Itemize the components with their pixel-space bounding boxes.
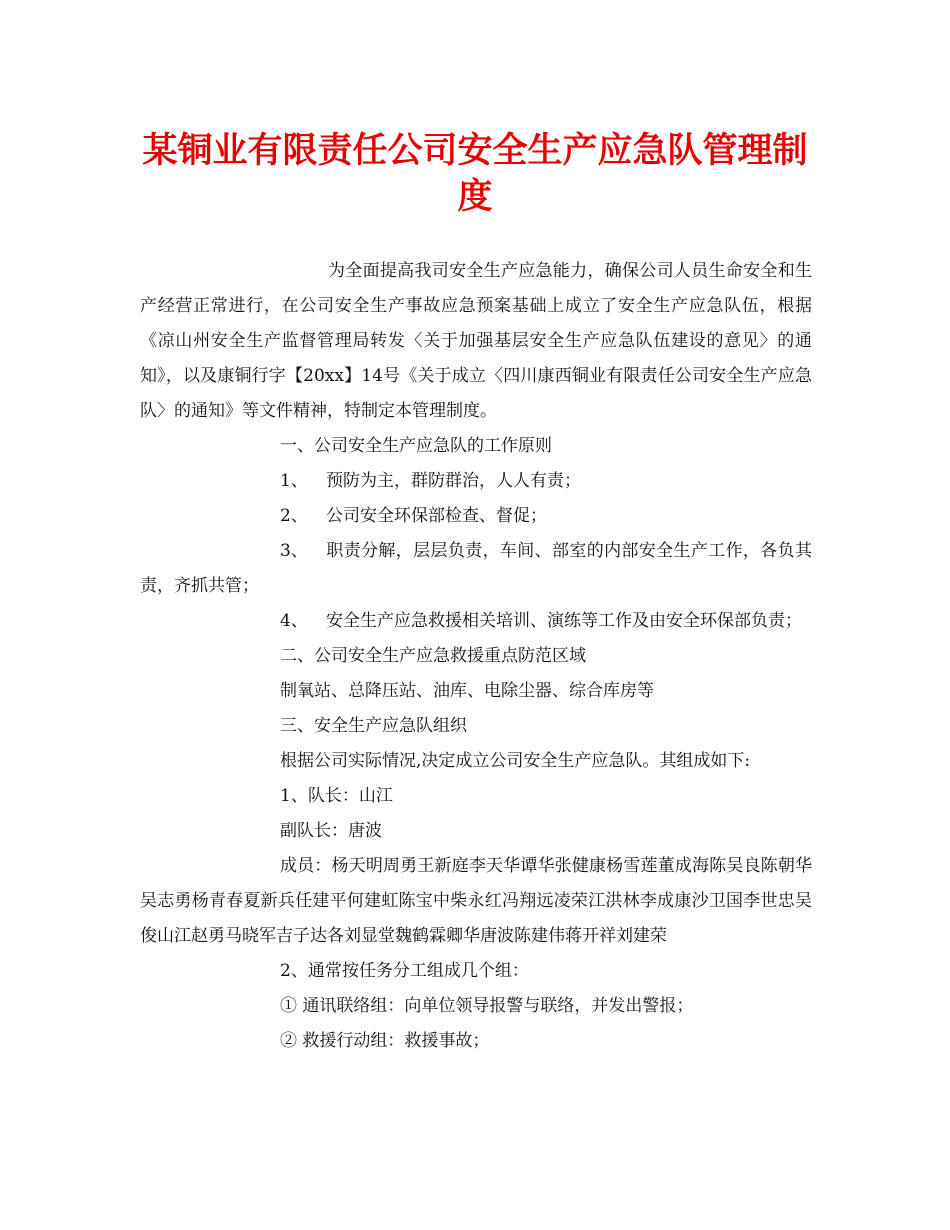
principle-item bbox=[140, 464, 812, 499]
principle-item bbox=[140, 499, 812, 534]
section-heading-key-areas: 二、公司安全生产应急救援重点防范区域 bbox=[280, 646, 586, 666]
principle-item bbox=[140, 534, 812, 604]
group-item: ② 救援行动组：救援事故； bbox=[280, 1031, 490, 1051]
principle-item bbox=[140, 604, 812, 639]
groups-heading: 2、通常按任务分工组成几个组： bbox=[280, 961, 529, 981]
item-text: 公司安全环保部检查、督促； bbox=[326, 506, 547, 526]
document-body bbox=[140, 254, 812, 1059]
item-number: 1、 bbox=[280, 471, 308, 491]
item-text: 职责分解，层层负责，车间、部室的内部安全生产工作，各负其责，齐抓共管； bbox=[140, 541, 812, 596]
key-areas-text: 制氧站、总降压站、油库、电除尘器、综合库房等 bbox=[280, 681, 654, 701]
deputy-leader: 副队长：唐波 bbox=[280, 821, 382, 841]
team-leader: 1、队长：山江 bbox=[280, 786, 393, 806]
team-members: 成员：杨天明周勇王新庭李天华谭华张健康杨雪莲董成海陈吴良陈朝华吴志勇杨青春夏新兵任建平何建虹陈宝中柴永红冯翔远凌荣江洪林李成康沙卫国李世忠吴俊山江赵勇马晓军吉子达各刘显堂魏鹤霖卿华唐波陈建伟蒋开祥刘建荣 bbox=[140, 856, 812, 946]
item-number: 3、 bbox=[280, 541, 308, 561]
item-number: 2、 bbox=[280, 506, 308, 526]
section-heading-principles: 一、公司安全生产应急队的工作原则 bbox=[280, 436, 552, 456]
organization-text: 根据公司实际情况,决定成立公司安全生产应急队。其组成如下: bbox=[280, 751, 751, 771]
item-number: 4、 bbox=[280, 611, 308, 631]
item-text: 安全生产应急救援相关培训、演练等工作及由安全环保部负责； bbox=[326, 611, 802, 631]
intro-paragraph: 为全面提高我司安全生产应急能力，确保公司人员生命安全和生产经营正常进行，在公司安全生产事故应急预案基础上成立了安全生产应急队伍，根据《凉山州安全生产监督管理局转发〈关于加强基层安全生产应急队伍建设的意见〉的通知》，以及康铜行字【20xx】14号《关于成立〈四川康西铜业有限责任公司安全生产应急队〉的通知》等文件精神，特制定本管理制度。 bbox=[140, 261, 812, 421]
document-title: 某铜业有限责任公司安全生产应急队管理制度 bbox=[142, 131, 808, 217]
group-item: ① 通讯联络组：向单位领导报警与联络，并发出警报； bbox=[280, 996, 694, 1016]
item-text: 预防为主，群防群治，人人有责； bbox=[326, 471, 581, 491]
section-heading-organization: 三、安全生产应急队组织 bbox=[280, 716, 467, 736]
